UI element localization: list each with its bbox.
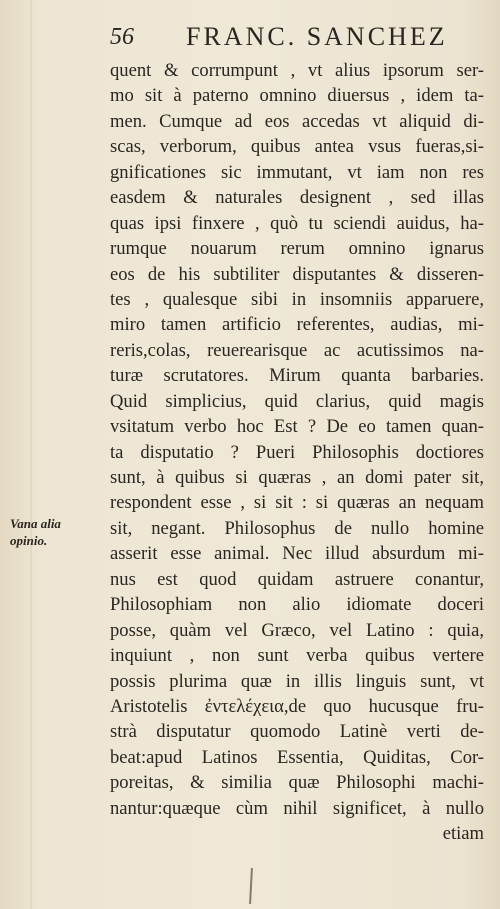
page-gutter-shadow xyxy=(30,0,32,909)
text-line: easdem & naturales designent , sed illas xyxy=(110,187,484,209)
text-line: strà disputatur quomodo Latinè verti de- xyxy=(110,721,484,743)
text-line: vsitatum verbo hoc Est ? De eo tamen quan- xyxy=(110,416,484,438)
text-line: scas, verborum, quibus antea vsus fueras,si- xyxy=(110,136,484,158)
text-line: sunt, à quibus si quæras , an domi pater sit, xyxy=(110,467,484,488)
text-line: quas ipsi finxere , quò tu sciendi auidus, ha- xyxy=(110,212,484,234)
text-line: etiam xyxy=(442,823,484,845)
text-line: turæ scrutatores. Mirum quanta barbaries. xyxy=(110,365,484,387)
text-line: nus est quod quidam astruere conantur, xyxy=(110,568,484,590)
marginal-note xyxy=(10,515,90,549)
text-line: Quid simplicius, quid clarius, quid magis xyxy=(110,390,484,412)
text-line: eos de his subtiliter disputantes & disseren- xyxy=(110,263,484,285)
body-text xyxy=(110,58,484,847)
text-line: gnificationes sic immutant, vt iam non res xyxy=(110,161,484,183)
text-line: reris,colas, reuerearisque ac acutissimos na- xyxy=(110,339,484,361)
text-line: Aristotelis ἐντελέχεια,de quo hucusque fru- xyxy=(110,695,484,717)
text-line: asserit esse animal. Nec illud absurdum mi- xyxy=(110,543,484,565)
text-line: sit, negant. Philosophus de nullo homine xyxy=(110,517,484,539)
text-line: inquiunt , non sunt verba quibus vertere xyxy=(110,645,484,667)
text-line: men. Cumque ad eos accedas vt aliquid di- xyxy=(110,110,484,132)
text-line: tes , qualesque sibi in insomniis apparuere, xyxy=(110,288,484,310)
text-line: Philosophiam non alio idiomate doceri xyxy=(110,594,484,616)
page-number: 56 xyxy=(110,24,134,50)
text-line: rumque nouarum rerum omnino ignarus xyxy=(110,238,484,260)
text-line: nantur:quæque cùm nihil significet, à nullo xyxy=(110,797,484,819)
text-line: respondent esse , si sit : si quæras an nequam xyxy=(110,492,484,514)
running-title: FRANC. SANCHEZ xyxy=(186,22,448,51)
text-line: posse, quàm vel Græco, vel Latino : quia, xyxy=(110,619,484,641)
text-line: mo sit à paterno omnino diuersus , idem ta- xyxy=(110,85,484,107)
text-line: quent & corrumpunt , vt alius ipsorum ser- xyxy=(110,60,484,81)
marginal-note-line: opinio. xyxy=(10,533,48,548)
text-line: poreitas, & similia quæ Philosophi machi- xyxy=(110,772,484,794)
text-line: possis plurima quæ in illis linguis sunt, vt xyxy=(110,670,484,692)
text-line: miro tamen artificio referentes, audias, mi- xyxy=(110,314,484,336)
text-line: beat:apud Latinos Essentia, Quiditas, Cor- xyxy=(110,746,484,768)
page-header xyxy=(110,20,490,56)
ink-mark xyxy=(249,868,253,904)
text-line: ta disputatio ? Pueri Philosophis doctiores xyxy=(110,441,484,463)
marginal-note-line: Vana alia xyxy=(10,516,61,531)
